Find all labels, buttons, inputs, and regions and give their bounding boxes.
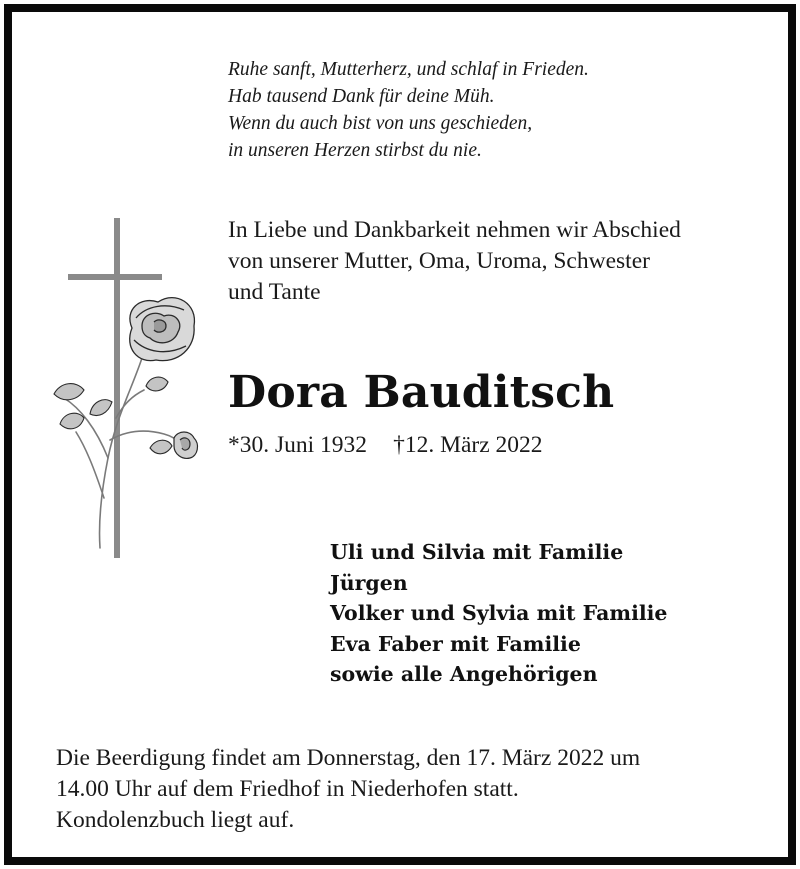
rose-leaves [54, 377, 172, 454]
mourner-entry: sowie alle Angehörigen [330, 662, 598, 686]
funeral-line: Kondolenzbuch liegt auf. [56, 807, 295, 833]
poem-line: Hab tausend Dank für deine Müh. [228, 86, 495, 107]
farewell-intro [228, 215, 681, 308]
poem-line: in unseren Herzen stirbst du nie. [228, 140, 482, 161]
birth-date: *30. Juni 1932 [228, 432, 368, 458]
funeral-notice [56, 743, 640, 836]
mourners-list [330, 537, 667, 690]
rose-bud [174, 432, 197, 458]
memorial-poem [228, 56, 589, 164]
death-date: †12. März 2022 [393, 432, 543, 458]
cross-with-rose-icon [46, 218, 206, 568]
mourner-entry: Jürgen [330, 570, 408, 595]
life-dates [228, 430, 543, 460]
cross-vertical-beam [114, 218, 120, 558]
mourner-entry: Uli und Silvia mit Familie [330, 540, 624, 564]
intro-line: von unserer Mutter, Oma, Uroma, Schwester [228, 248, 650, 274]
poem-line: Ruhe sanft, Mutterherz, und schlaf in Frieden. [228, 59, 589, 80]
obituary-frame [4, 4, 796, 865]
poem-line: Wenn du auch bist von uns geschieden, [228, 113, 533, 134]
rose-bloom [130, 298, 195, 361]
mourner-entry: Volker und Sylvia mit Familie [330, 601, 668, 625]
intro-line: In Liebe und Dankbarkeit nehmen wir Abschied [228, 217, 681, 243]
deceased-name: Dora Bauditsch [228, 367, 615, 418]
intro-line: und Tante [228, 279, 321, 305]
cross-horizontal-beam [68, 274, 162, 280]
mourner-entry: Eva Faber mit Familie [330, 631, 581, 656]
funeral-line: 14.00 Uhr auf dem Friedhof in Niederhofen statt. [56, 776, 519, 802]
funeral-line: Die Beerdigung findet am Donnerstag, den 17. März 2022 um [56, 745, 641, 771]
